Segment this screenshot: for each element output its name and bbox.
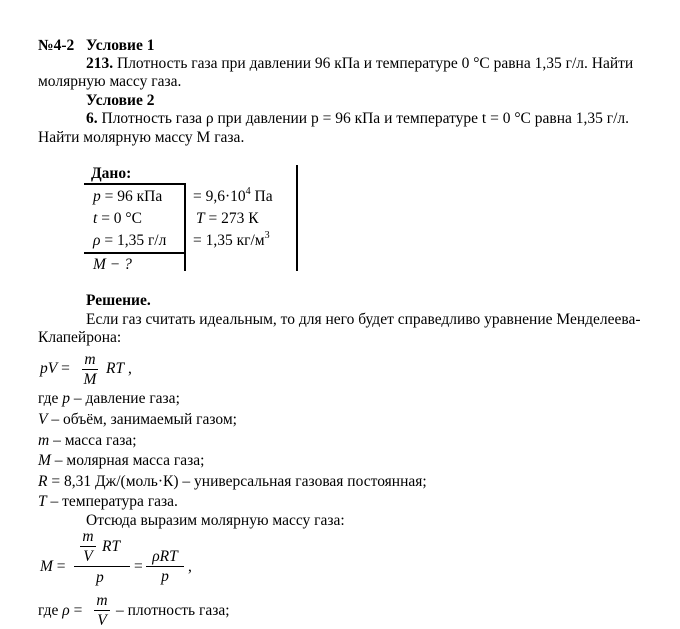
given-row-pressure: p = 96 кПа <box>93 188 163 205</box>
def-molar-mass: M – молярная масса газа; <box>38 452 205 469</box>
condition-2-text: Плотность газа ρ при давлении p = 96 кПа и температуре t = 0 °С равна 1,35 г/л. <box>97 110 630 127</box>
given-row-temperature: t = 0 °С <box>93 210 142 227</box>
def-pressure: где p – давление газа; <box>38 390 180 407</box>
given-divider <box>184 183 186 271</box>
given-top-rule <box>84 183 186 185</box>
given-row-density: ρ = 1,35 г/л <box>93 232 167 249</box>
def-mass: m – масса газа; <box>38 432 137 449</box>
eq1-fraction: m M <box>83 351 97 388</box>
condition-1-number: 213. <box>86 55 114 72</box>
solution-intro-line2: Клапейрона: <box>38 329 122 346</box>
eq2-denominator: p <box>96 569 104 586</box>
eq2-lhs: M = <box>40 558 66 575</box>
express-text: Отсюда выразим молярную массу газа: <box>86 512 345 529</box>
eq2-rhs-fraction: ρRT p <box>146 548 184 585</box>
condition-1-text: Плотность газа при давлении 96 кПа и температуре 0 °С равна 1,35 г/л. Найти <box>113 55 634 72</box>
given-bottom-rule <box>84 252 186 254</box>
given-title: Дано: <box>91 165 132 182</box>
condition-2-title: Условие 2 <box>86 92 155 109</box>
given-find: M − ? <box>93 256 132 273</box>
condition-1-line2: молярную массу газа. <box>38 73 182 90</box>
si-pressure: = $9,6\cdot 10^4$ Па <box>193 185 273 205</box>
problem-number: №4-2 <box>38 37 75 54</box>
si-temperature: T = 273 К <box>196 210 259 227</box>
given-right-rule <box>296 165 298 271</box>
eq2-compound-fraction <box>74 528 134 588</box>
eq2-comma: , <box>188 558 192 575</box>
solution-intro-line1: Если газ считать идеальным, то для него будет справедливо уравнение Менделеева- <box>86 311 641 328</box>
eq1-rhs: RT , <box>106 360 132 377</box>
where-text: – плотность газа; <box>116 602 230 619</box>
eq2-equals: = <box>134 558 143 575</box>
where-lhs: где ρ = <box>38 602 83 619</box>
condition-2-line2: Найти молярную массу М газа. <box>38 129 245 146</box>
condition-1-line1 <box>86 55 633 73</box>
def-volume: V – объём, занимаемый газом; <box>38 411 237 428</box>
def-temperature: T – температура газа. <box>38 493 178 510</box>
def-gas-constant: R = 8,31 Дж/(моль·К) – универсальная газовая постоянная; <box>38 473 427 490</box>
eq1-lhs: pV = <box>40 360 70 377</box>
condition-2-line1 <box>86 110 629 128</box>
condition-1-title: Условие 1 <box>86 37 155 54</box>
where-fraction: m V <box>94 592 110 629</box>
eq2-inner-fraction: m V <box>80 528 96 565</box>
condition-2-number: 6. <box>86 110 98 127</box>
solution-title: Решение. <box>86 292 151 309</box>
si-density: = 1,35 $кг/м^3$ <box>193 229 270 249</box>
eq2-main-bar <box>74 566 130 567</box>
eq2-rt: RT <box>102 538 121 555</box>
